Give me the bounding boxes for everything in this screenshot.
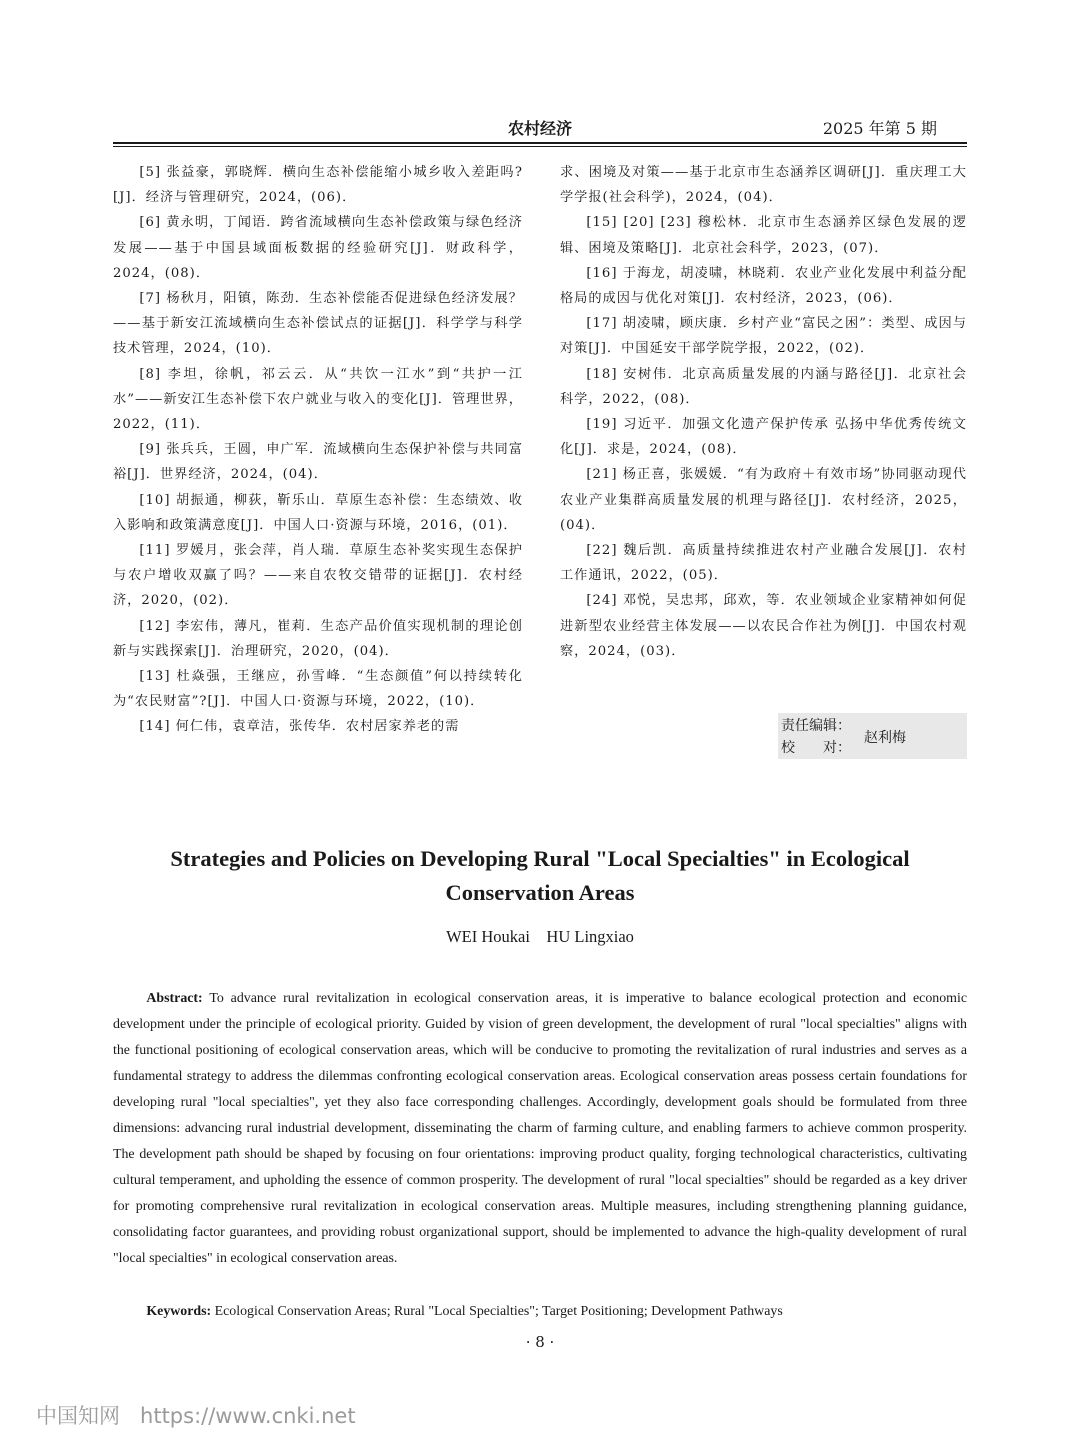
header-rule-thick — [113, 142, 967, 144]
reference-item: [9] 张兵兵，王圆，申广军．流域横向生态保护补偿与共同富裕[J]．世界经济，2024，(04)． — [113, 442, 523, 483]
keywords-text: Ecological Conservation Areas; Rural "Local Specialties"; Target Positioning; Development Pathways — [211, 1304, 783, 1319]
reference-item: [15] [20] [23] 穆松林．北京市生态涵养区绿色发展的逻辑、困境及策略[J]．北京社会科学，2023，(07)． — [560, 215, 967, 256]
abstract — [113, 986, 967, 1272]
editor-name: 赵利梅 — [864, 730, 906, 746]
keywords — [113, 1299, 967, 1325]
reference-item: [11] 罗媛月，张会萍，肖人瑞．草原生态补奖实现生态保护与农户增收双赢了吗？——来自农牧交错带的证据[J]．农村经济，2020，(02)． — [113, 543, 523, 609]
reference-item: [13] 杜焱强，王继应，孙雪峰．“生态颜值”何以持续转化为“农民财富”?[J]．中国人口·资源与环境，2022，(10)． — [113, 669, 523, 710]
editor-label: 责任编辑： — [781, 718, 851, 734]
header-rule-thin — [113, 146, 967, 147]
reference-item: [17] 胡凌啸，顾庆康．乡村产业“富民之困”：类型、成因与对策[J]．中国延安干部学院学报，2022，(02)． — [560, 316, 967, 357]
watermark-url: https://www.cnki.net — [140, 1404, 356, 1428]
issue-number: 2025 年第 5 期 — [822, 119, 937, 138]
editor-box — [778, 713, 967, 759]
abstract-label: Abstract: — [146, 991, 203, 1006]
running-header — [113, 116, 967, 138]
paper-title: Strategies and Policies on Developing Rural "Local Specialties" in Ecological Conservation Areas — [170, 846, 910, 905]
reference-item: [7] 杨秋月，阳镇，陈劲．生态补偿能否促进绿色经济发展？——基于新安江流域横向生态补偿试点的证据[J]．科学学与科学技术管理，2024，(10)． — [113, 291, 523, 357]
reference-item: [5] 张益豪，郭晓辉．横向生态补偿能缩小城乡收入差距吗?[J]．经济与管理研究，2024，(06)． — [113, 165, 523, 206]
authors: WEI Houkai HU Lingxiao — [446, 927, 634, 946]
reference-item: [14] 何仁伟，袁章洁，张传华．农村居家养老的需 — [139, 719, 460, 735]
reference-item: [10] 胡振通，柳荻，靳乐山．草原生态补偿：生态绩效、收入影响和政策满意度[J]．中国人口·资源与环境，2016，(01)． — [113, 492, 523, 533]
reference-item: [19] 习近平．加强文化遗产保护传承 弘扬中华优秀传统文化[J]．求是，2024，(08)． — [560, 417, 967, 458]
reference-item: [16] 于海龙，胡凌啸，林晓莉．农业产业化发展中利益分配格局的成因与优化对策[J]．农村经济，2023，(06)． — [560, 265, 967, 307]
reference-item: [22] 魏后凯．高质量持续推进农村产业融合发展[J]．农村工作通讯，2022，(05)． — [560, 543, 967, 584]
reference-item: [6] 黄永明，丁闻语．跨省流域横向生态补偿政策与绿色经济发展——基于中国县域面板数据的经验研究[J]．财政科学，2024，(08)． — [113, 215, 523, 281]
references-left-column — [113, 160, 523, 740]
journal-name: 农村经济 — [508, 119, 573, 138]
keywords-label: Keywords: — [146, 1304, 212, 1319]
reference-item: [12] 李宏伟，薄凡，崔莉．生态产品价值实现机制的理论创新与实践探索[J]．治理研究，2020，(04)． — [113, 618, 523, 659]
reference-item: [21] 杨正喜，张媛媛．“有为政府＋有效市场”协同驱动现代农业产业集群高质量发展的机理与路径[J]．农村经济，2025，(04)． — [560, 467, 967, 533]
reference-item: [24] 邓悦，吴忠邦，邱欢，等．农业领域企业家精神如何促进新型农业经营主体发展——以农民合作社为例[J]．中国农村观察，2024，(03)． — [560, 593, 967, 659]
reference-item: 求、困境及对策——基于北京市生态涵养区调研[J]．重庆理工大学学报(社会科学)，2024，(04)． — [560, 165, 967, 206]
reference-item: [18] 安树伟．北京高质量发展的内涵与路径[J]．北京社会科学，2022，(08)． — [560, 366, 967, 407]
reference-item: [8] 李坦，徐帆，祁云云．从“共饮一江水”到“共护一江水”——新安江生态补偿下农户就业与收入的变化[J]．管理世界，2022，(11)． — [113, 366, 523, 433]
proofreader-label: 校 对： — [781, 740, 851, 756]
abstract-text: To advance rural revitalization in ecological conservation areas, it is imperative to balance ecological protection and economic development under the principle of ecological priority. Guided by vision of green development, the development of rural "local specialties" aligns with the functional positioning of ecological conservation areas, which will be conducive to promoting the revitalization of rural industries and serves as a fundamental strategy to address the dilemmas confronting ecological conservation areas. Ecological conservation areas possess certain foundations for developing rural "local specialties", yet they also face corresponding challenges. Accordingly, development goals should be formulated from three dimensions: advancing rural industrial development, disseminating the charm of farming culture, and enabling farmers to achieve common prosperity. The development path should be shaped by focusing on four orientations: improving product quality, forging technological characteristics, cultivating cultural temperament, and upholding the essence of common prosperity. The development of rural "local specialties" should be regarded as a key driver for promoting comprehensive rural revitalization in ecological conservation areas. Multiple measures, including strengthening planning guidance, consolidating factor guarantees, and providing robust organizational support, should be implemented to advance the high-quality development of rural "local specialties" in ecological conservation areas. — [113, 991, 967, 1266]
watermark-brand: 中国知网 — [36, 1404, 120, 1428]
cnki-watermark — [36, 1400, 356, 1430]
page-number: · 8 · — [525, 1333, 555, 1351]
references-right-column — [560, 160, 967, 664]
